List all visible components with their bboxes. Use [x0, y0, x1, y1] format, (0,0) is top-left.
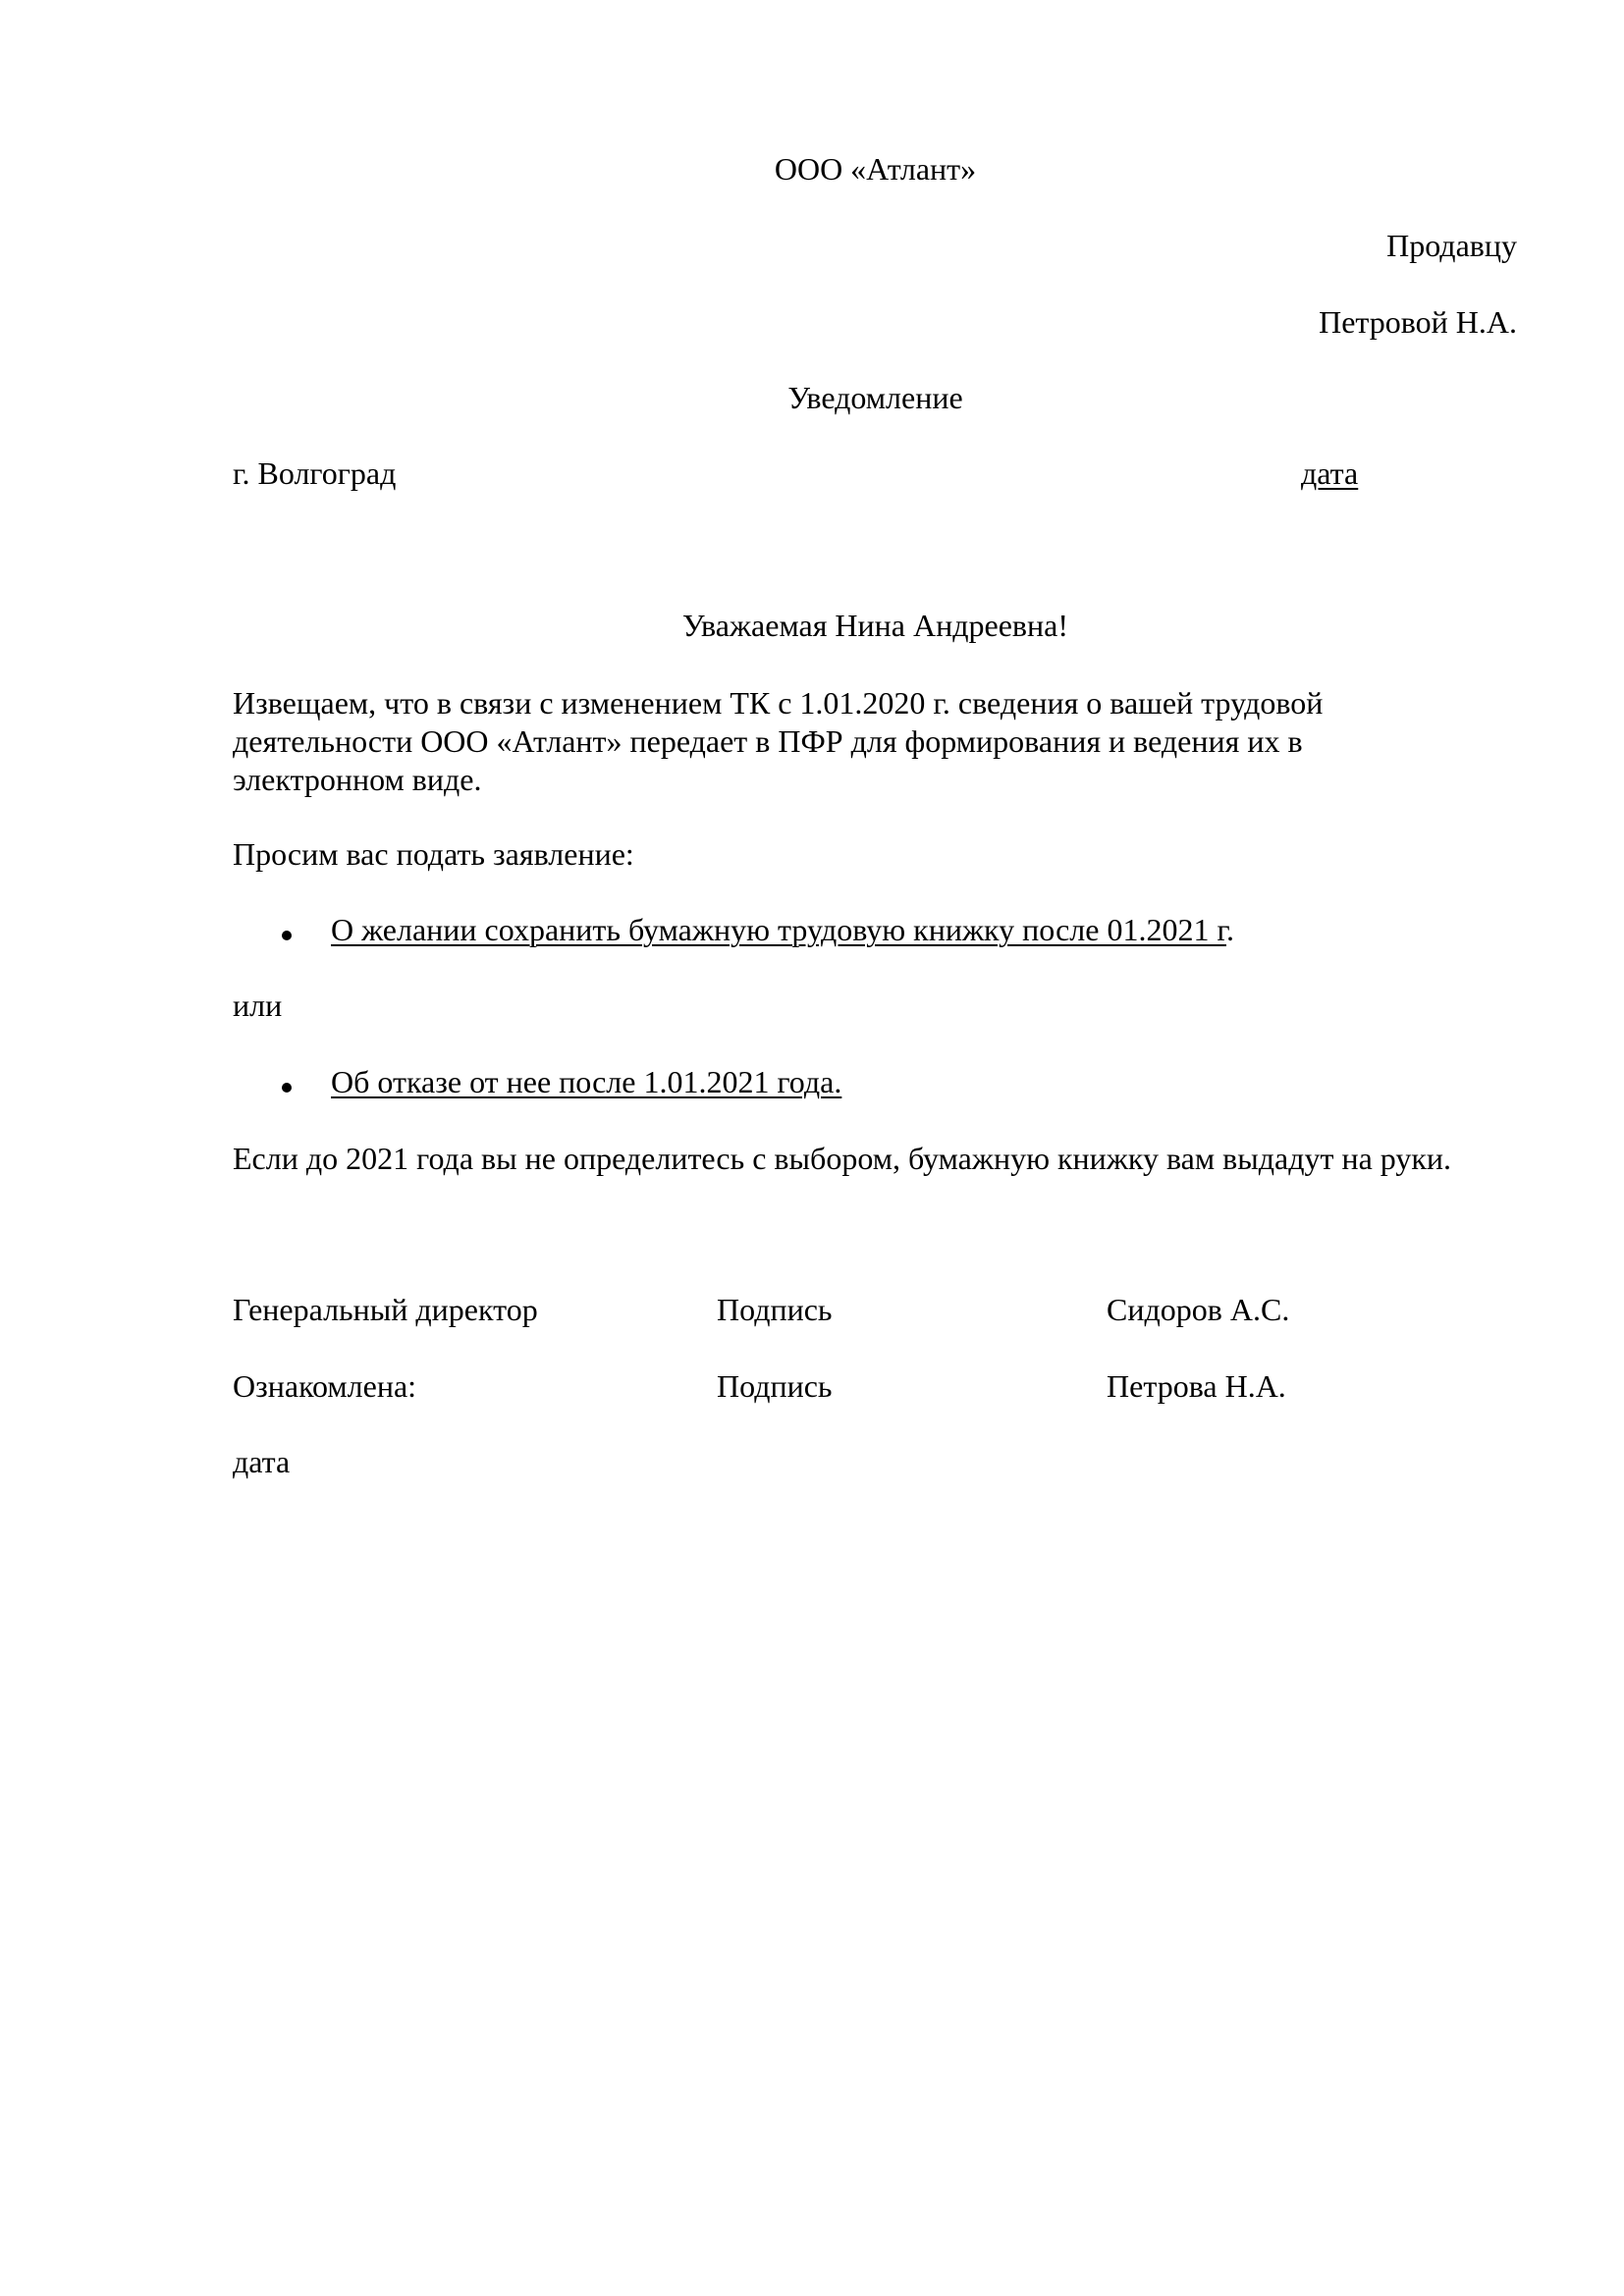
recipient-position: Продавцу: [1386, 228, 1517, 263]
body-paragraph-line: Извещаем, что в связи с изменением ТК с 1.01.2020 г. сведения о вашей трудовой: [233, 685, 1324, 721]
body-paragraph: [233, 684, 1519, 799]
body-paragraph-line: электронном виде.: [233, 762, 482, 797]
option-trailing: .: [1225, 912, 1234, 947]
closing-note: Если до 2021 года вы не определитесь с выбором, бумажную книжку вам выдадут на руки.: [233, 1141, 1452, 1176]
document-title: Уведомление: [787, 380, 963, 415]
salutation: Уважаемая Нина Андреевна!: [682, 608, 1068, 643]
option-text: О желании сохранить бумажную трудовую книжку после 01.2021 г: [331, 912, 1226, 947]
signature-role: Генеральный директор: [233, 1292, 538, 1327]
body-paragraph-line: деятельности ООО «Атлант» передает в ПФР для формирования и ведения их в: [233, 723, 1303, 759]
signature-name: Сидоров А.С.: [1107, 1292, 1290, 1327]
option-text: Об отказе от нее после 1.01.2021 года.: [331, 1064, 842, 1099]
signature-field: Подпись: [717, 1368, 833, 1404]
signature-name: Петрова Н.А.: [1107, 1368, 1286, 1404]
city: г. Волгоград: [233, 455, 397, 491]
bullet-icon: [282, 931, 292, 940]
organization-name: ООО «Атлант»: [774, 151, 977, 187]
date-placeholder: дата: [1301, 455, 1359, 491]
signature-field: Подпись: [717, 1292, 833, 1327]
or-label: или: [233, 988, 283, 1023]
recipient-name: Петровой Н.А.: [1319, 304, 1517, 340]
request-intro: Просим вас подать заявление:: [233, 836, 634, 872]
footer-date: дата: [233, 1444, 291, 1479]
signature-role: Ознакомлена:: [233, 1368, 417, 1404]
bullet-icon: [282, 1083, 292, 1093]
